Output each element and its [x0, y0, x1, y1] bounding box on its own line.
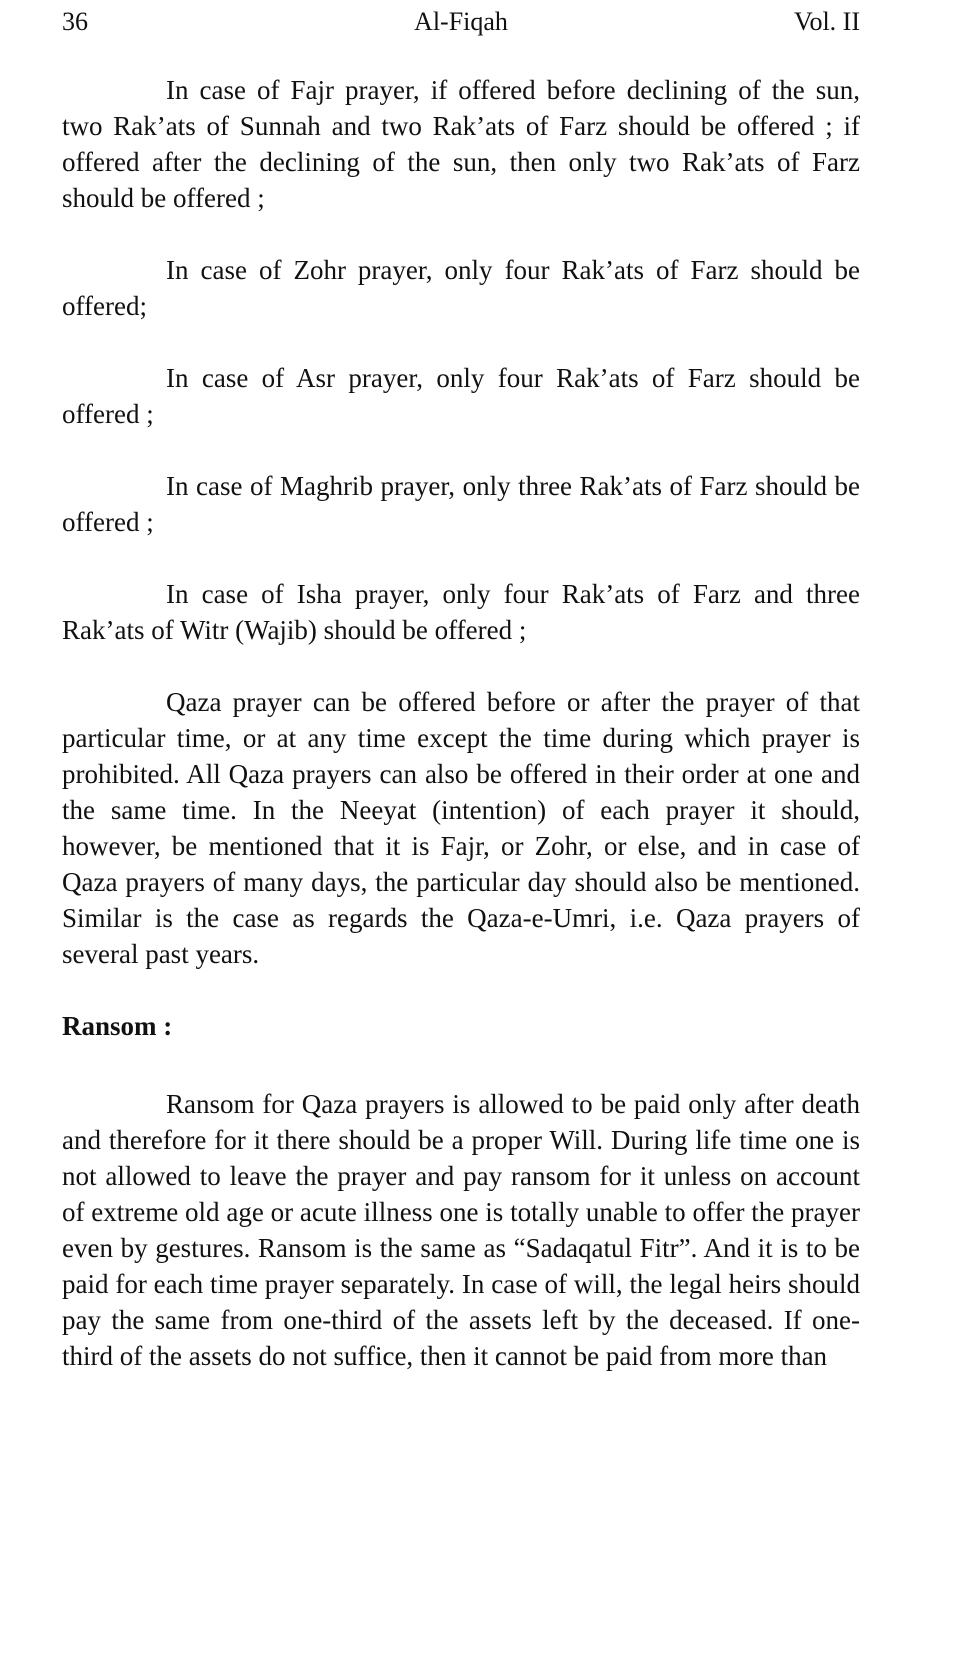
body-text — [62, 72, 860, 1410]
page-header — [62, 4, 860, 40]
paragraph-asr: In case of Asr prayer, only four Rak’ats of Farz should be offered ; — [62, 363, 860, 429]
paragraph-fajr: In case of Fajr prayer, if offered before declining of the sun, two Rak’ats of Sunnah and two Rak’ats of Farz should be offered ; if offered after the declining of the sun, then only two Rak’ats of Farz should be offered ; — [62, 75, 860, 213]
paragraph-ransom: Ransom for Qaza prayers is allowed to be paid only after death and therefore for it there should be a proper Will. During life time one is not allowed to leave the prayer and pay ransom for it unless on account of extreme old age or acute illness one is totally unable to offer the prayer even by gestures. Ransom is the same as “Sadaqatul Fitr”. And it is to be paid for each time prayer separately. In case of will, the legal heirs should pay the same from one-third of the assets left by the deceased. If one-third of the assets do not suffice, then it cannot be paid from more than — [62, 1089, 860, 1371]
section-heading-ransom: Ransom : — [62, 1011, 173, 1041]
paragraph-zohr: In case of Zohr prayer, only four Rak’ats of Farz should be offered; — [62, 255, 860, 321]
volume-label: Vol. II — [794, 7, 860, 36]
book-title: Al-Fiqah — [414, 7, 508, 36]
paragraph-isha: In case of Isha prayer, only four Rak’ats of Farz and three Rak’ats of Witr (Wajib) should be offered ; — [62, 579, 860, 645]
page-number: 36 — [62, 7, 88, 36]
paragraph-qaza: Qaza prayer can be offered before or after the prayer of that particular time, or at any time except the time during which prayer is prohibited. All Qaza prayers can also be offered in their order at one and the same time. In the Neeyat (intention) of each prayer it should, however, be mentioned that it is Fajr, or Zohr, or else, and in case of Qaza prayers of many days, the particular day should also be mentioned. Similar is the case as regards the Qaza-e-Umri, i.e. Qaza prayers of several past years. — [62, 687, 860, 969]
paragraph-maghrib: In case of Maghrib prayer, only three Rak’ats of Farz should be offered ; — [62, 471, 860, 537]
